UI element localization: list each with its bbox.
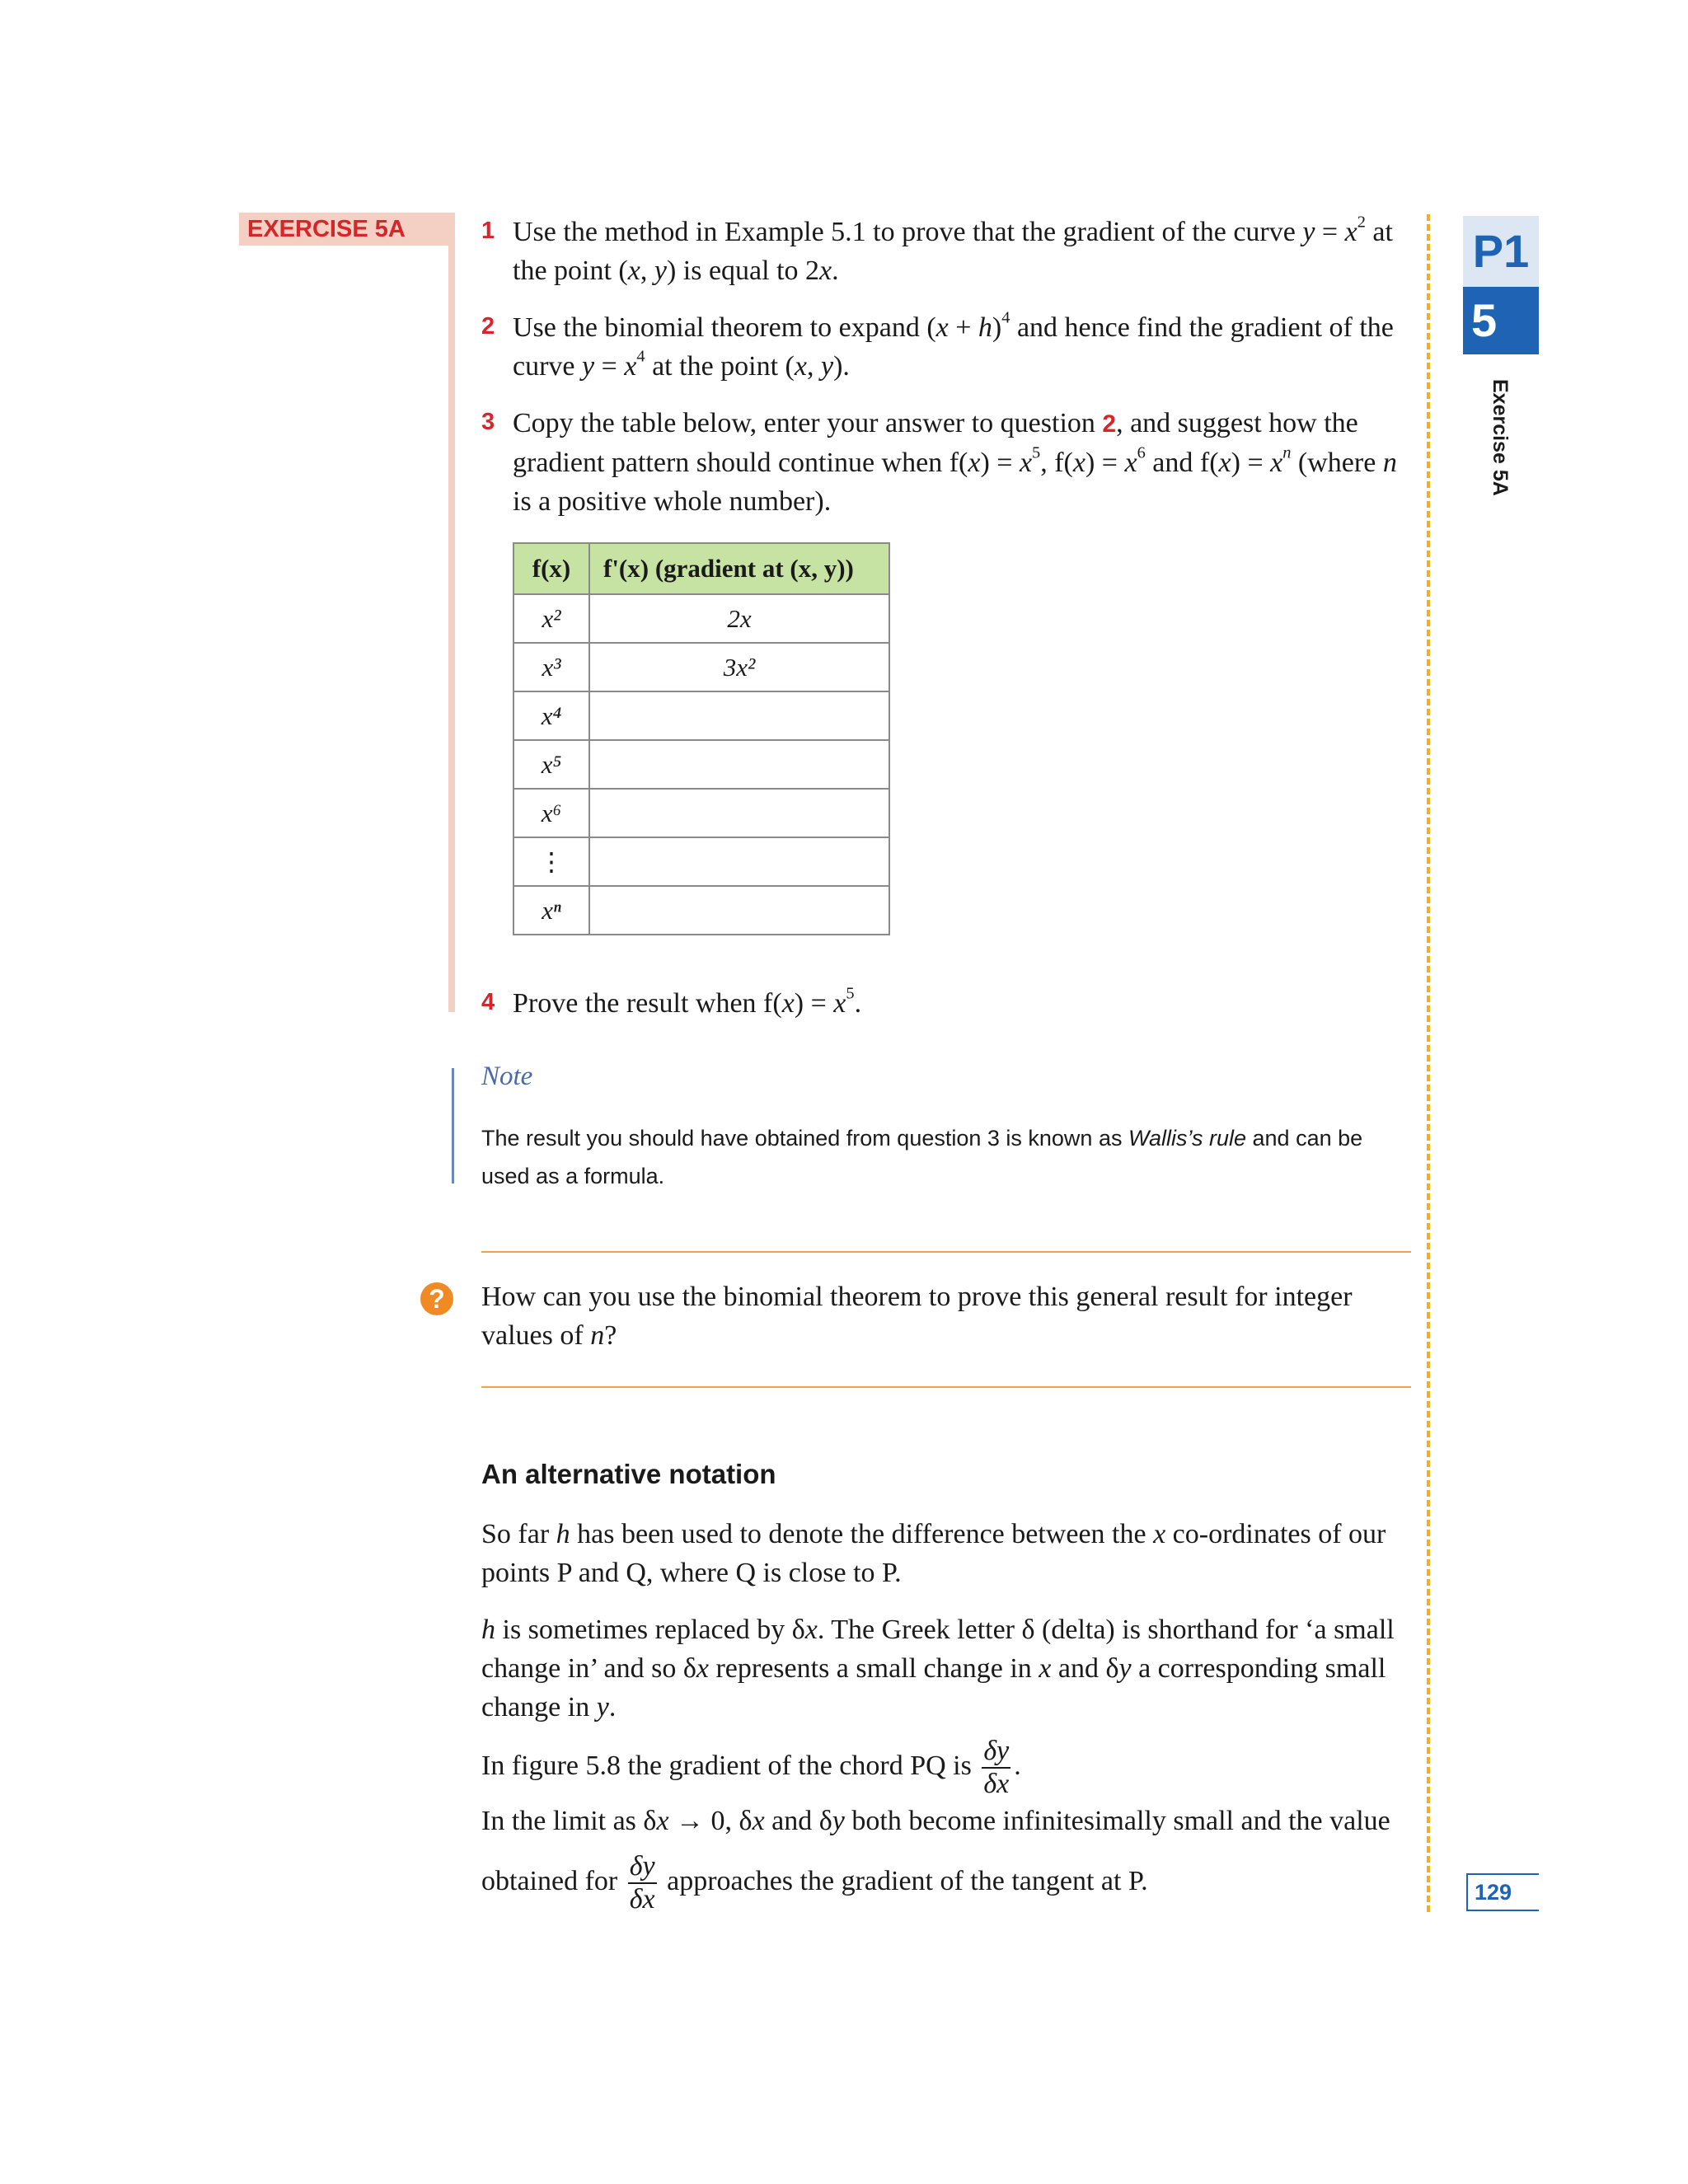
margin-dashed-rule: [1427, 214, 1430, 1912]
table-header-row: [513, 543, 889, 594]
table-row: [513, 837, 889, 886]
table-header-cell: f'(x) (gradient at (x, y)): [589, 543, 889, 594]
note-emphasis: Wallis’s rule: [1128, 1126, 1247, 1151]
table-cell-gradient: [589, 886, 889, 935]
table-cell-function: ⋮: [513, 837, 589, 886]
question-reference: 2: [1102, 410, 1117, 438]
table-cell-function: x²: [513, 594, 589, 643]
table-row: [513, 886, 889, 935]
question-text: Use the method in Example 5.1 to prove that the gradient of the curve $y = x^2$ at the point (x, y) is equal to 2x.: [513, 213, 1393, 286]
note-text: [481, 1119, 1413, 1195]
table-cell-gradient: [589, 691, 889, 740]
table-cell-gradient: [589, 789, 889, 837]
paragraph: h is sometimes replaced by δx. The Greek letter δ (delta) is shorthand for ‘a small change in’ and so δx represents a small change in x and δy a corresponding small change in y.: [481, 1615, 1395, 1722]
fraction: $\frac{\delta y}{\delta x}$: [983, 1736, 1010, 1799]
table-cell-function: x⁴: [513, 691, 589, 740]
question-text: Use the binomial theorem to expand $(x + h)^4$ and hence find the gradient of the curve $y = x^4$ at the point (x, y).: [513, 308, 1394, 382]
paragraph: obtained for $\frac{\delta y}{\delta x}$ approaches the gradient of the tangent at P.: [481, 1851, 1148, 1915]
question-number: 2: [481, 313, 495, 340]
table-row: [513, 594, 889, 643]
table-row: [513, 691, 889, 740]
table-cell-function: xⁿ: [513, 886, 589, 935]
table-cell-gradient: 3x²: [589, 643, 889, 691]
paragraph: In the limit as δx → 0, δx and δy both become infinitesimally small and the value: [481, 1806, 1390, 1836]
table-cell-gradient: [589, 837, 889, 886]
question-number: 3: [481, 409, 495, 435]
discussion-bottom-rule: [481, 1386, 1411, 1388]
side-running-label: Exercise 5A: [1489, 379, 1512, 496]
table-cell-function: x⁶: [513, 789, 589, 837]
discussion-text: How can you use the binomial theorem to prove this general result for integer values of n?: [481, 1282, 1353, 1351]
table-row: [513, 643, 889, 691]
question-text: Prove the result when $f(x) = x^5$.: [513, 984, 862, 1019]
paragraph: So far h has been used to denote the difference between the x co-ordinates of our points P and Q, where Q is close to P.: [481, 1519, 1386, 1588]
table-cell-function: x³: [513, 643, 589, 691]
question-number: 4: [481, 989, 495, 1015]
chapter-tab: 5: [1463, 287, 1539, 354]
table-header-cell: f(x): [513, 543, 589, 594]
note-text-part: The result you should have obtained from question 3 is known as: [481, 1126, 1128, 1151]
part-tab: P1: [1463, 216, 1539, 287]
table-cell-gradient: [589, 740, 889, 789]
question-mark-icon: ?: [420, 1282, 453, 1315]
note-title: Note: [481, 1062, 533, 1091]
note-bar: [452, 1068, 454, 1183]
table-row: [513, 789, 889, 837]
exercise-sidebar-bar: [448, 213, 455, 1012]
question-text: Copy the table below, enter your answer to question 2, and suggest how the gradient pattern should continue when $f(x) = x^5$, $f(x) = x^6$ and $f(x) = x^n$ (where n is a positive whole number).: [513, 408, 1397, 517]
section-heading: An alternative notation: [481, 1459, 776, 1489]
question-number: 1: [481, 218, 495, 244]
table-row: [513, 740, 889, 789]
table-cell-function: x⁵: [513, 740, 589, 789]
exercise-label: EXERCISE 5A: [239, 213, 455, 246]
note-text-part: and can be used as a formula.: [481, 1126, 1363, 1188]
page-number: 129: [1466, 1873, 1539, 1911]
paragraph: In figure 5.8 the gradient of the chord PQ is $\frac{\delta y}{\delta x}$ .: [481, 1736, 1021, 1799]
discussion-top-rule: [481, 1251, 1411, 1253]
fraction: $\frac{\delta y}{\delta x}$: [629, 1851, 655, 1915]
gradient-table: [513, 542, 890, 935]
table-cell-gradient: 2x: [589, 594, 889, 643]
